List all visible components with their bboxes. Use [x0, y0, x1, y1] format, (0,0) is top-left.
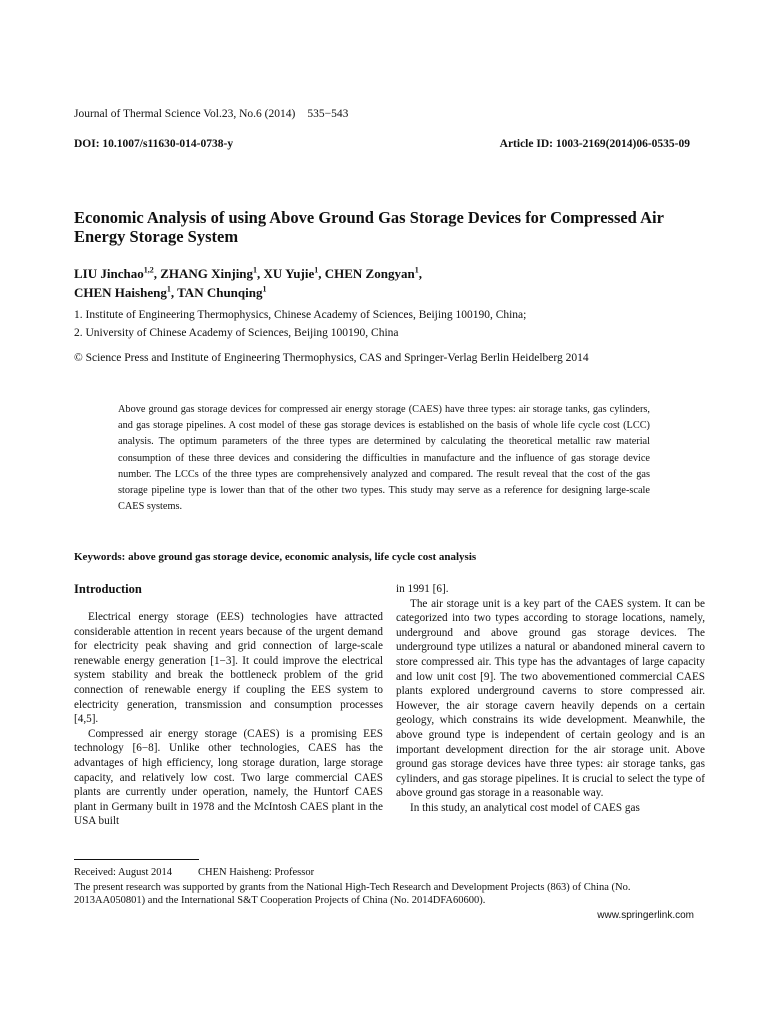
article-id: Article ID: 1003-2169(2014)06-0535-09	[499, 138, 690, 150]
body-paragraph: The air storage unit is a key part of the CAES system. It can be categorized into two types according to storage locations, namely, underground and above ground gas storage devices. The underground type utilizes a natural or abandoned mineral cavern to store compressed air. This type has the advantages of large capacity and low unit cost [9]. The two abovementioned commercial CAES plants explored underground caverns to store compressed air. However, the air storage cavern heavily depends on a certain geology, which constrains its wide development. Meanwhile, the above ground type is independent of certain geology and is an important development direction for the air storage unit. Above ground gas storage devices have three types: air storage tanks, gas cylinders, and gas storage pipelines. It is crucial to select the type of above ground gas storage in a reasonable way.	[396, 597, 705, 800]
affiliation-1: 1. Institute of Engineering Thermophysics, Chinese Academy of Sciences, Beijing 100190, China;	[74, 309, 527, 321]
journal-name: Journal of Thermal Science Vol.23, No.6 (2014)	[74, 108, 296, 120]
abstract: Above ground gas storage devices for compressed air energy storage (CAES) have three types: air storage tanks, gas cylinders, and gas storage pipelines. A cost model of these gas storage devices is established on the basis of whole life cycle cost (LCC) analysis. The optimum parameters of the three types are determined by calculating the theoretical metallic raw material consumption of these three devices and considering the difficulties in manufacture and the influence of gas storage device number. The LCCs of the three types are comprehensively analyzed and compared. The result reveal that the cost of the gas storage pipeline type is lower than that of the other two types. This study may serve as a reference for designing large-scale CAES systems.	[118, 404, 650, 513]
author-list: LIU Jinchao$^{1,2}$, ZHANG Xinjing$^1$, XU Yujie$^1$, CHEN Zongyan$^1$, CHEN Haisheng$^1$, TAN Chunqing$^1$	[74, 265, 422, 300]
body-paragraph: In this study, an analytical cost model of CAES gas	[410, 801, 640, 814]
author-affiliation-mark: 1	[262, 284, 267, 294]
publisher-website-link[interactable]: www.springerlink.com	[597, 910, 694, 921]
author-affiliation-mark: 1	[314, 265, 319, 275]
received-date: Received: August 2014	[74, 867, 172, 878]
affiliation-2: 2. University of Chinese Academy of Sciences, Beijing 100190, China	[74, 327, 399, 339]
section-heading-introduction: Introduction	[74, 582, 142, 596]
footnote-divider	[74, 859, 199, 860]
journal-citation	[74, 108, 348, 120]
body-column-right	[396, 582, 705, 816]
author-affiliation-mark: 1	[166, 284, 171, 294]
body-paragraph: Compressed air energy storage (CAES) is a promising EES technology [6−8]. Unlike other technologies, CAES has the advantages of high efficiency, long storage duration, large storage capacity, and relatively low cost. Two large commercial CAES plants are currently under operation, namely, the Huntorf CAES plant in Germany built in 1978 and the McIntosh CAES plant in the USA built	[74, 727, 383, 828]
copyright-notice: © Science Press and Institute of Engineering Thermophysics, CAS and Springer-Verlag Berlin Heidelberg 2014	[74, 352, 589, 364]
author-name: XU Yujie	[263, 266, 315, 281]
author-affiliation-mark: 1,2	[143, 265, 154, 275]
author-name: TAN Chunqing	[177, 285, 263, 300]
author-affiliation-mark: 1	[253, 265, 258, 275]
body-paragraph: Electrical energy storage (EES) technologies have attracted considerable attention in recent years because of the urgent demand for electricity peak shaving and grid connection of large-scale renewable energy generation [1−3]. It could improve the electrical system stability and break the bottleneck problem of the grid connection of renewable energy if coupling the EES system to electricity generation, transmission and consumption processes [4,5].	[74, 611, 383, 726]
author-affiliation-mark: 1	[414, 265, 419, 275]
body-paragraph: in 1991 [6].	[396, 583, 449, 595]
keywords: Keywords: above ground gas storage device, economic analysis, life cycle cost analysis	[74, 551, 477, 563]
page-range: 535−543	[307, 108, 349, 120]
author-name: CHEN Zongyan	[324, 266, 415, 281]
body-column-left	[74, 610, 383, 829]
author-name: CHEN Haisheng	[74, 285, 167, 300]
author-name: LIU Jinchao	[74, 266, 144, 281]
author-name: ZHANG Xinjing	[160, 266, 254, 281]
footnote-funding: The present research was supported by grants from the National High-Tech Research and Development Projects (863) of China (No. 2013AA050801) and the International S&T Cooperation Projects of China (No. 2014DFA60600).	[74, 882, 631, 906]
footnote-received	[74, 866, 704, 879]
paper-title: Economic Analysis of using Above Ground Gas Storage Devices for Compressed Air Energy Storage System	[74, 208, 664, 246]
corresponding-author: CHEN Haisheng: Professor	[198, 867, 315, 878]
doi-line[interactable]: DOI: 10.1007/s11630-014-0738-y	[74, 138, 234, 150]
